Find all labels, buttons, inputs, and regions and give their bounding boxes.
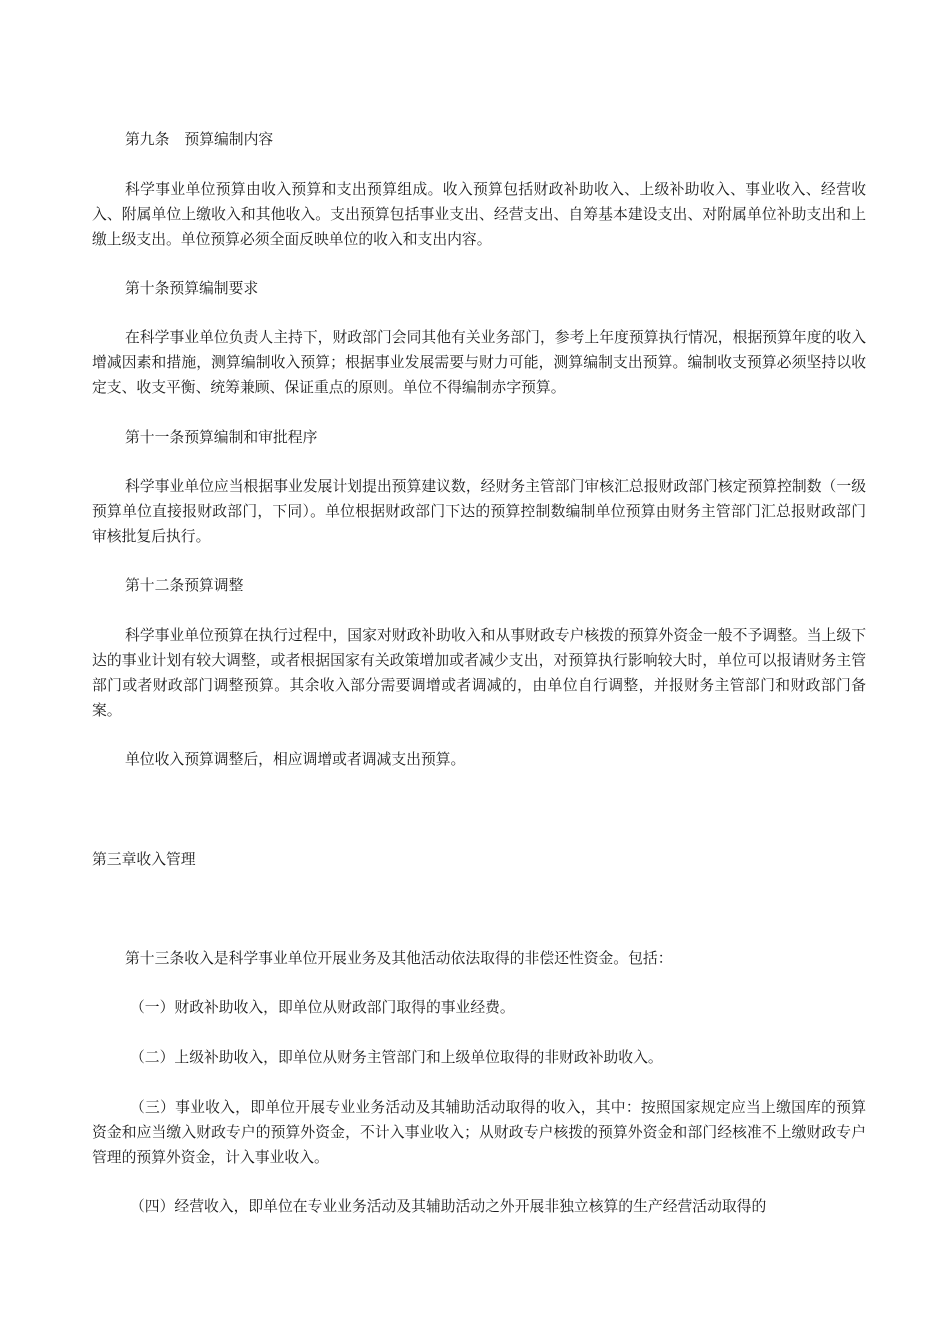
- article-9-body: 科学事业单位预算由收入预算和支出预算组成。收入预算包括财政补助收入、上级补助收入、事业收入、经营收入、附属单位上缴收入和其他收入。支出预算包括事业支出、经营支出、自筹基本建设支出、对附属单位补助支出和上缴上级支出。单位预算必须全面反映单位的收入和支出内容。: [92, 181, 866, 248]
- article-9-number: 第九条: [125, 131, 170, 148]
- article-9-title: 预算编制内容: [184, 131, 274, 148]
- article-12-heading: 第十二条预算调整: [125, 577, 244, 594]
- article-11-heading: 第十一条预算编制和审批程序: [125, 429, 318, 446]
- article-9-heading: [125, 127, 273, 152]
- chapter-3-title: 第三章收入管理: [92, 851, 196, 868]
- article-10-body: 在科学事业单位负责人主持下，财政部门会同其他有关业务部门，参考上年度预算执行情况，根据预算年度的收入增减因素和措施，测算编制收入预算；根据事业发展需要与财力可能，测算编制支出预算。编制收支预算必须坚持以收定支、收支平衡、统筹兼顾、保证重点的原则。单位不得编制赤字预算。: [92, 329, 866, 396]
- article-10-heading: 第十条预算编制要求: [125, 280, 259, 297]
- article-12-body: 科学事业单位预算在执行过程中，国家对财政补助收入和从事财政专户核拨的预算外资金一般不予调整。当上级下达的事业计划有较大调整，或者根据国家有关政策增加或者减少支出，对预算执行影响较大时，单位可以报请财务主管部门或者财政部门调整预算。其余收入部分需要调增或者调减的，由单位自行调整，并报财务主管部门和财政部门备案。: [92, 627, 866, 719]
- article-13-item-4: （四）经营收入，即单位在专业业务活动及其辅助活动之外开展非独立核算的生产经营活动取得的: [130, 1198, 767, 1215]
- article-13-item-1: （一）财政补助收入，即单位从财政部门取得的事业经费。: [130, 999, 515, 1016]
- article-12-body-2: 单位收入预算调整后，相应调增或者调减支出预算。: [125, 751, 466, 768]
- article-11-body: 科学事业单位应当根据事业发展计划提出预算建议数，经财务主管部门审核汇总报财政部门核定预算控制数（一级预算单位直接报财政部门，下同）。单位根据财政部门下达的预算控制数编制单位预算由财务主管部门汇总报财政部门审核批复后执行。: [92, 478, 866, 545]
- article-13-item-3: （三）事业收入，即单位开展专业业务活动及其辅助活动取得的收入，其中：按照国家规定应当上缴国库的预算资金和应当缴入财政专户的预算外资金，不计入事业收入；从财政专户核拨的预算外资金和部门经核准不上缴财政专户管理的预算外资金，计入事业收入。: [92, 1099, 866, 1166]
- article-13-item-2: （二）上级补助收入，即单位从财务主管部门和上级单位取得的非财政补助收入。: [130, 1049, 663, 1066]
- article-13-intro: 第十三条收入是科学事业单位开展业务及其他活动依法取得的非偿还性资金。包括：: [125, 950, 673, 967]
